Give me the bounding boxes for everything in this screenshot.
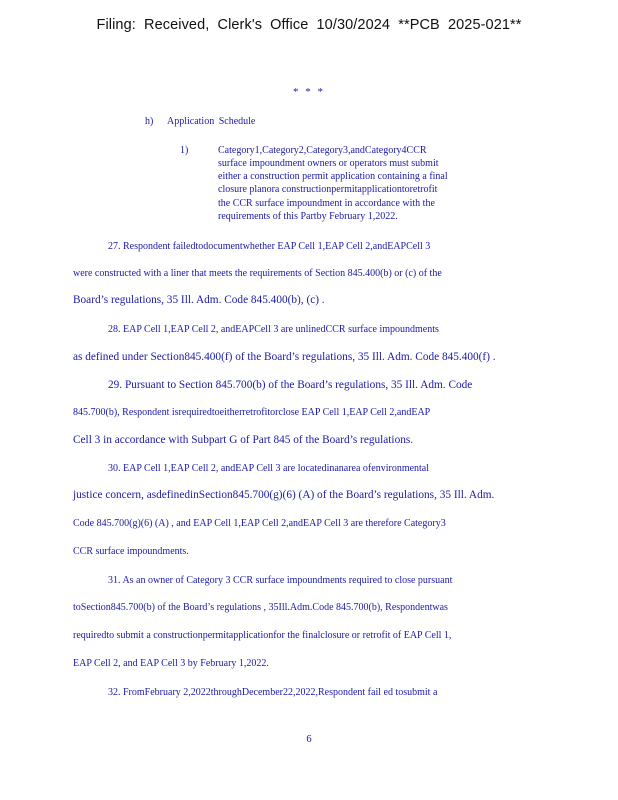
paragraph-27-line: Board’s regulations, 35 Ill. Adm. Code 845.400(b), (c) . [73, 294, 325, 306]
item-1-line: either a construction permit application containing a final [218, 171, 448, 182]
paragraph-31-line: toSection845.700(b) of the Board’s regulations , 35Ill.Adm.Code 845.700(b), Respondentwas [73, 602, 448, 613]
paragraph-28-line: as defined under Section845.400(f) of the Board’s regulations, 35 Ill. Adm. Code 845.400(f) . [73, 351, 496, 363]
item-1-line: the CCR surface impoundment in accordance with the [218, 198, 435, 209]
paragraph-27-line: were constructed with a liner that meets the requirements of Section 845.400(b) or (c) of the [73, 268, 442, 279]
paragraph-30-line: 30. EAP Cell 1,EAP Cell 2, andEAP Cell 3 are locatedinanarea ofenvironmental [108, 463, 430, 474]
item-1-line: requirements of this Partby February 1,2022. [218, 211, 398, 222]
paragraph-30-line: Code 845.700(g)(6) (A) , and EAP Cell 1,EAP Cell 2,andEAP Cell 3 are therefore Category3 [73, 518, 446, 529]
item-1-line: Category1,Category2,Category3,andCategory4CCR [218, 145, 427, 156]
paragraph-32-line: 32. FromFebruary 2,2022throughDecember22,2022,Respondent fail ed tosubmit a [108, 687, 438, 698]
paragraph-30-line: CCR surface impoundments. [73, 546, 189, 557]
paragraph-31-line: requiredto submit a constructionpermitapplicationfor the finalclosure or retrofit of EAP Cell 1, [73, 630, 452, 641]
paragraph-29-line: 29. Pursuant to Section 845.700(b) of the Board’s regulations, 35 Ill. Adm. Code [108, 379, 473, 391]
paragraph-28-line: 28. EAP Cell 1,EAP Cell 2, andEAPCell 3 are unlinedCCR surface impoundments [108, 324, 439, 335]
paragraph-27-line: 27. Respondent failedtodocumentwhether EAP Cell 1,EAP Cell 2,andEAPCell 3 [108, 241, 431, 252]
item-1-line: closure planora constructionpermitapplicationtoretrofit [218, 184, 438, 195]
item-1-line: surface impoundment owners or operators must submit [218, 158, 439, 169]
paragraph-31-line: EAP Cell 2, and EAP Cell 3 by February 1,2022. [73, 658, 269, 669]
paragraph-29-line: 845.700(b), Respondent isrequiredtoeitherretrofitorclose EAP Cell 1,EAP Cell 2,andEAP [73, 407, 431, 418]
section-separator: * * * [293, 86, 325, 98]
section-h-title: Application Schedule [167, 116, 256, 127]
filing-header: Filing: Received, Clerk's Office 10/30/2024 **PCB 2025-021** [96, 17, 522, 33]
item-1-number: 1) [180, 145, 189, 156]
section-h-label: h) [145, 116, 154, 127]
paragraph-30-line: justice concern, asdefinedinSection845.700(g)(6) (A) of the Board’s regulations, 35 Ill. Adm. [73, 489, 495, 501]
paragraph-29-line: Cell 3 in accordance with Subpart G of Part 845 of the Board’s regulations. [73, 434, 414, 446]
page-number: 6 [306, 734, 312, 745]
paragraph-31-line: 31. As an owner of Category 3 CCR surface impoundments required to close pursuant [108, 575, 453, 586]
